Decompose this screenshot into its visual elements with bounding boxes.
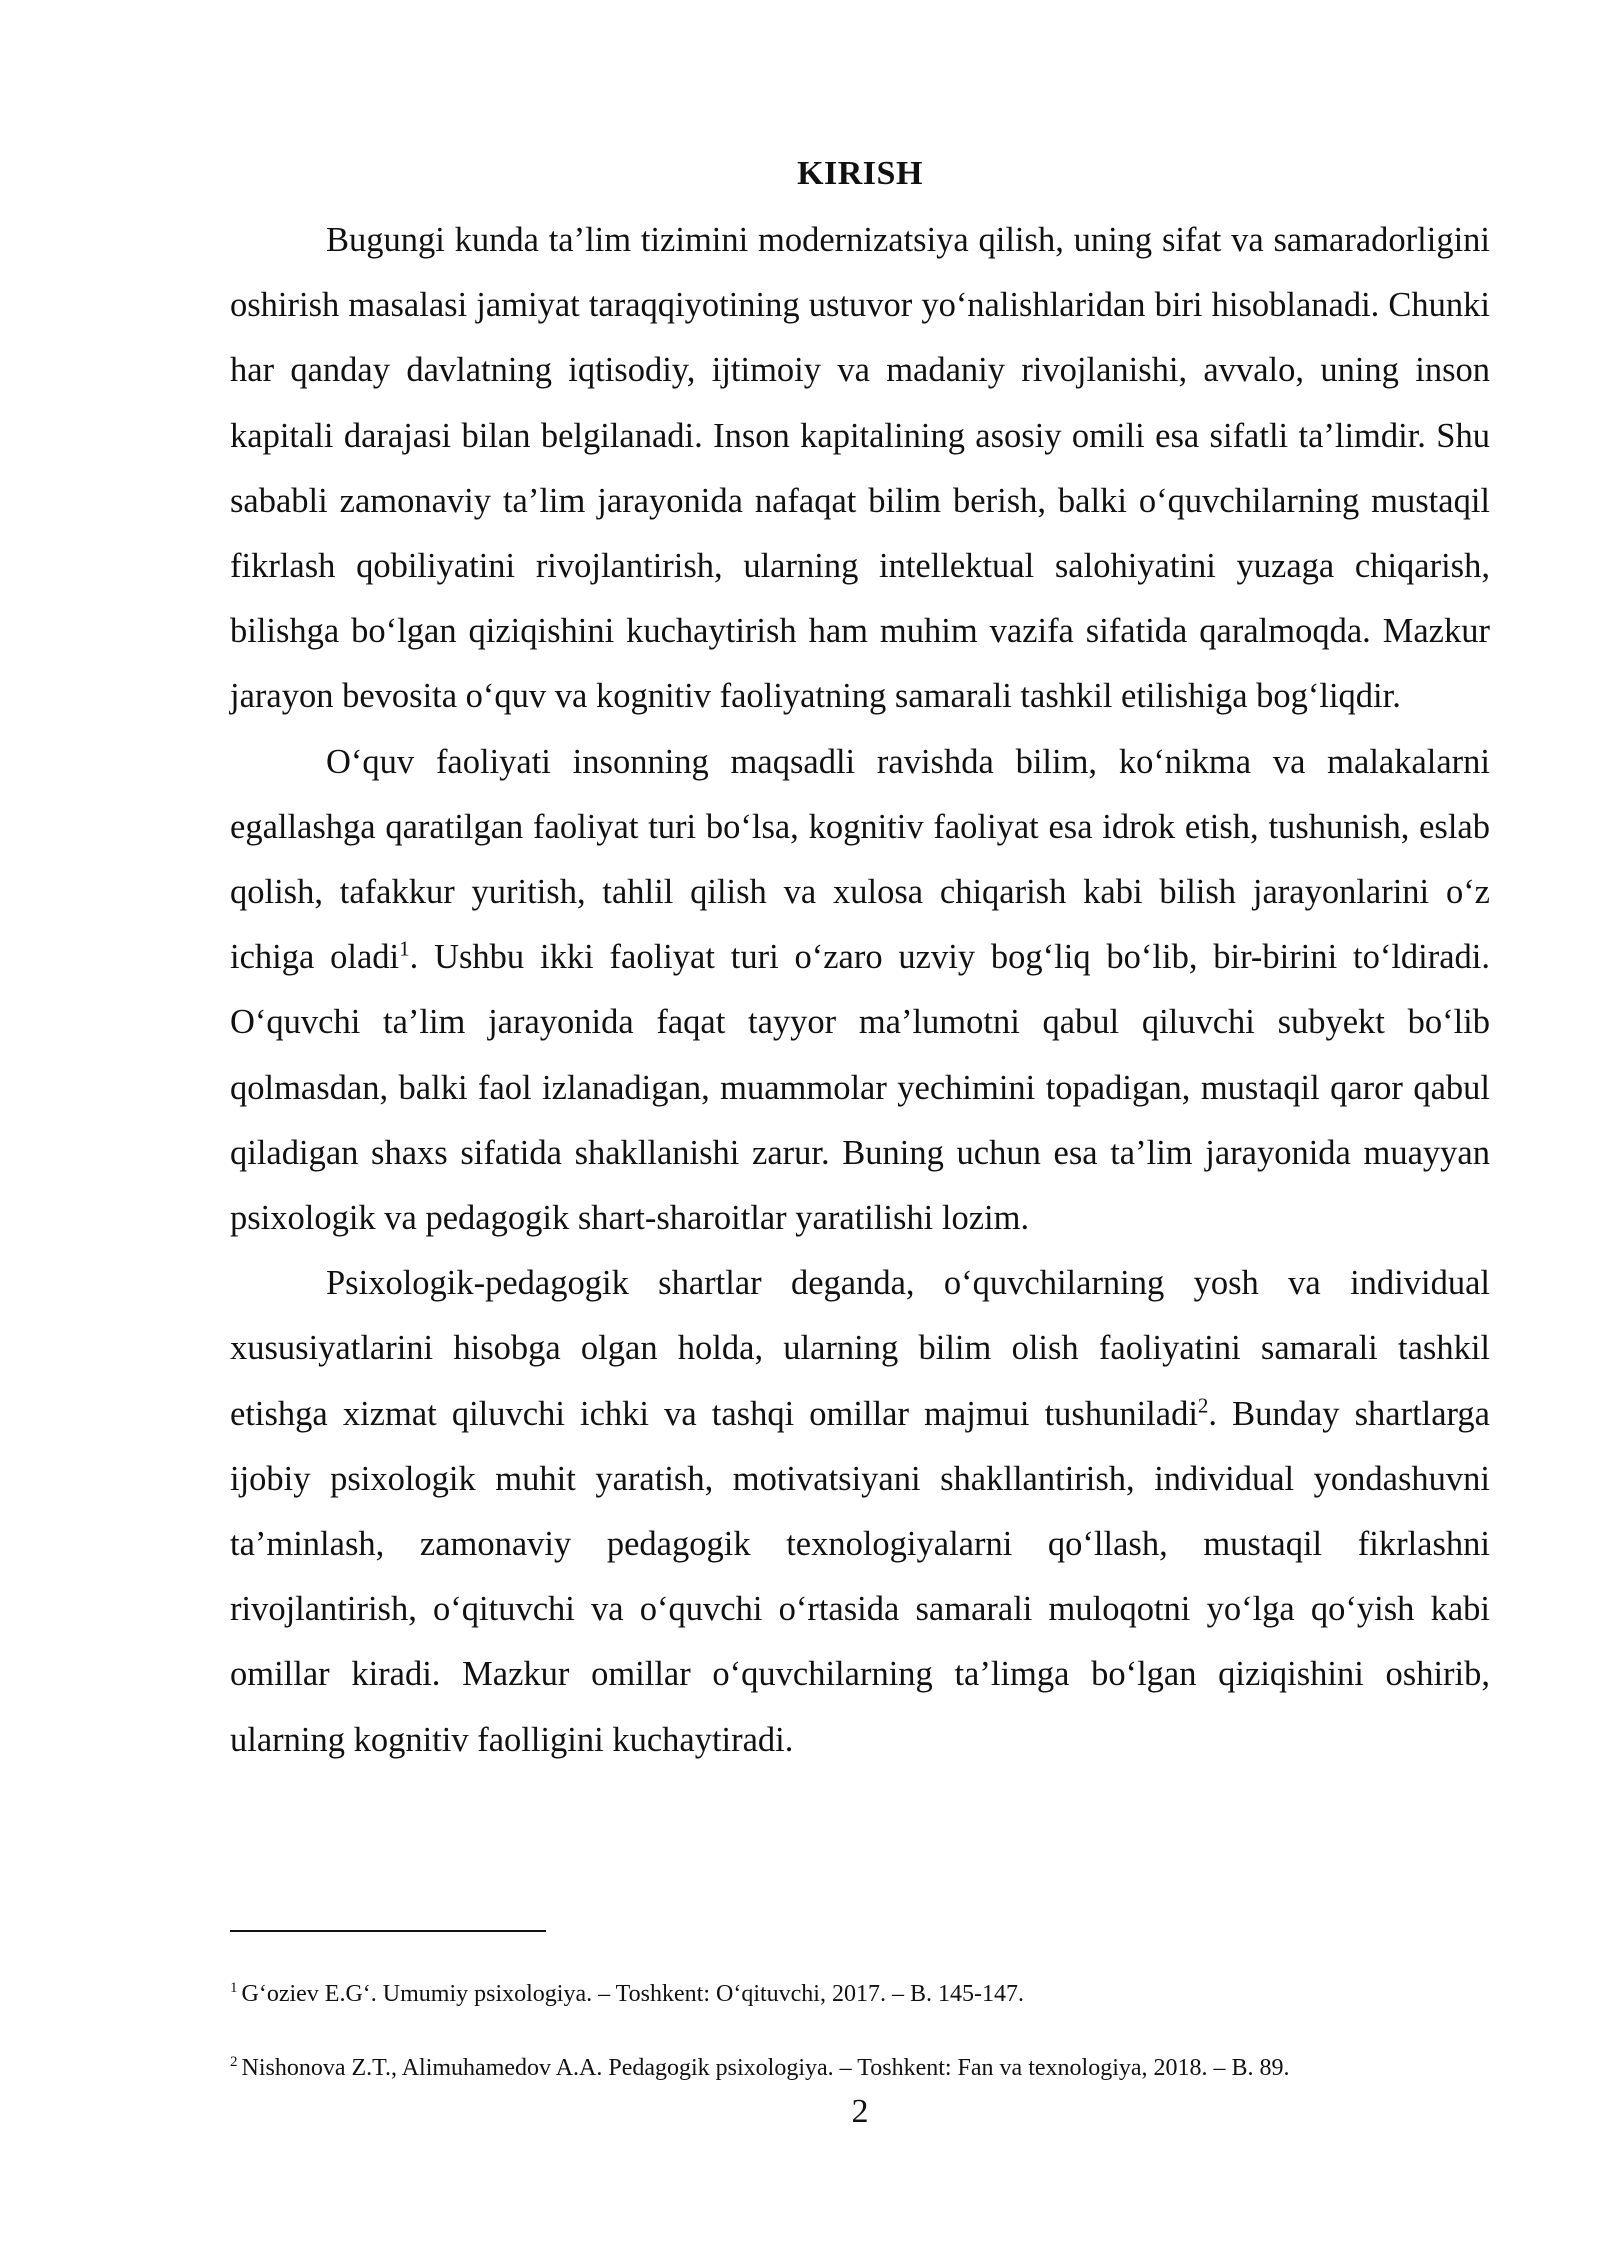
footnote-2 bbox=[230, 2052, 1530, 2084]
footnote-1-mark: 1 bbox=[230, 1980, 238, 1996]
footnote-ref-1[interactable]: 1 bbox=[399, 936, 410, 961]
footnote-1 bbox=[230, 1978, 1530, 2010]
body-text bbox=[230, 208, 1490, 1773]
footnote-1-text: G‘oziev E.G‘. Umumiy psixologiya. – Toshkent: O‘qituvchi, 2017. – B. 145-147. bbox=[241, 1981, 1024, 2007]
section-heading: KIRISH bbox=[797, 155, 923, 192]
footnote-ref-2[interactable]: 2 bbox=[1197, 1393, 1209, 1418]
paragraph-2 bbox=[230, 730, 1490, 1252]
paragraph-1 bbox=[230, 208, 1490, 730]
footnote-separator bbox=[230, 1930, 546, 1932]
page-number: 2 bbox=[851, 2093, 869, 2130]
footnote-2-text: Nishonova Z.T., Alimuhamedov A.A. Pedagogik psixologiya. – Toshkent: Fan va texnologiya, 2018. – B. 89. bbox=[241, 2055, 1290, 2081]
paragraph-2-text-end: . Ushbu ikki faoliyat turi o‘zaro uzviy bog‘liq bo‘lib, bir-birini to‘ldiradi. O‘quvchi ta’lim jarayonida faqat tayyor ma’lumotni qabul qiluvchi subyekt bo‘lib qolmasdan, balki faol izlanadigan, muammolar yechimini topadigan, mustaqil qaror qabul qiladigan shaxs sifatida shakllanishi zarur. Buning uchun esa ta’lim jarayonida muayyan psixologik va pedagogik shart-sharoitlar yaratilishi lozim. bbox=[230, 938, 1491, 1238]
paragraph-3 bbox=[230, 1251, 1490, 1773]
footnote-2-mark: 2 bbox=[230, 2054, 238, 2070]
paragraph-2-text-start: O‘quv faoliyati insonning maqsadli ravishda bilim, ko‘nikma va malakalarni egallashga qaratilgan faoliyat turi bo‘lsa, kognitiv faoliyat esa idrok etish, tushunish, eslab qolish, tafakkur yuritish, tahlil qilish va xulosa chiqarish kabi bilish jarayonlarini o‘z ichiga oladi bbox=[230, 742, 1490, 977]
paragraph-3-text-start: Psixologik-pedagogik shartlar deganda, o‘quvchilarning yosh va individual xususiyatlarini hisobga olgan holda, ularning bilim olish faoliyatini samarali tashkil etishga xizmat qiluvchi ichki va tashqi omillar majmui tushuniladi bbox=[230, 1264, 1490, 1433]
paragraph-1-text: Bugungi kunda ta’lim tizimini modernizatsiya qilish, uning sifat va samaradorligini oshirish masalasi jamiyat taraqqiyotining ustuvor yo‘nalishlaridan biri hisoblanadi. Chunki har qanday davlatning iqtisodiy, ijtimoiy va madaniy rivojlanishi, avvalo, uning inson kapitali darajasi bilan belgilanadi. Inson kapitalining asosiy omili esa sifatli ta’limdir. Shu sababli zamonaviy ta’lim jarayonida nafaqat bilim berish, balki o‘quvchilarning mustaqil fikrlash qobiliyatini rivojlantirish, ularning intellektual salohiyatini yuzaga chiqarish, bilishga bo‘lgan qiziqishini kuchaytirish ham muhim vazifa sifatida qaralmoqda. Mazkur jarayon bevosita o‘quv va kognitiv faoliyatning samarali tashkil etilishiga bog‘liqdir. bbox=[230, 221, 1490, 716]
paragraph-3-text-end: . Bunday shartlarga ijobiy psixologik muhit yaratish, motivatsiyani shakllantirish, individual yondashuvni ta’minlash, zamonaviy pedagogik texnologiyalarni qo‘llash, mustaqil fikrlashni rivojlantirish, o‘qituvchi va o‘quvchi o‘rtasida samarali muloqotni yo‘lga qo‘yish kabi omillar kiradi. Mazkur omillar o‘quvchilarning ta’limga bo‘lgan qiziqishini oshirib, ularning kognitiv faolligini kuchaytiradi. bbox=[230, 1394, 1490, 1759]
